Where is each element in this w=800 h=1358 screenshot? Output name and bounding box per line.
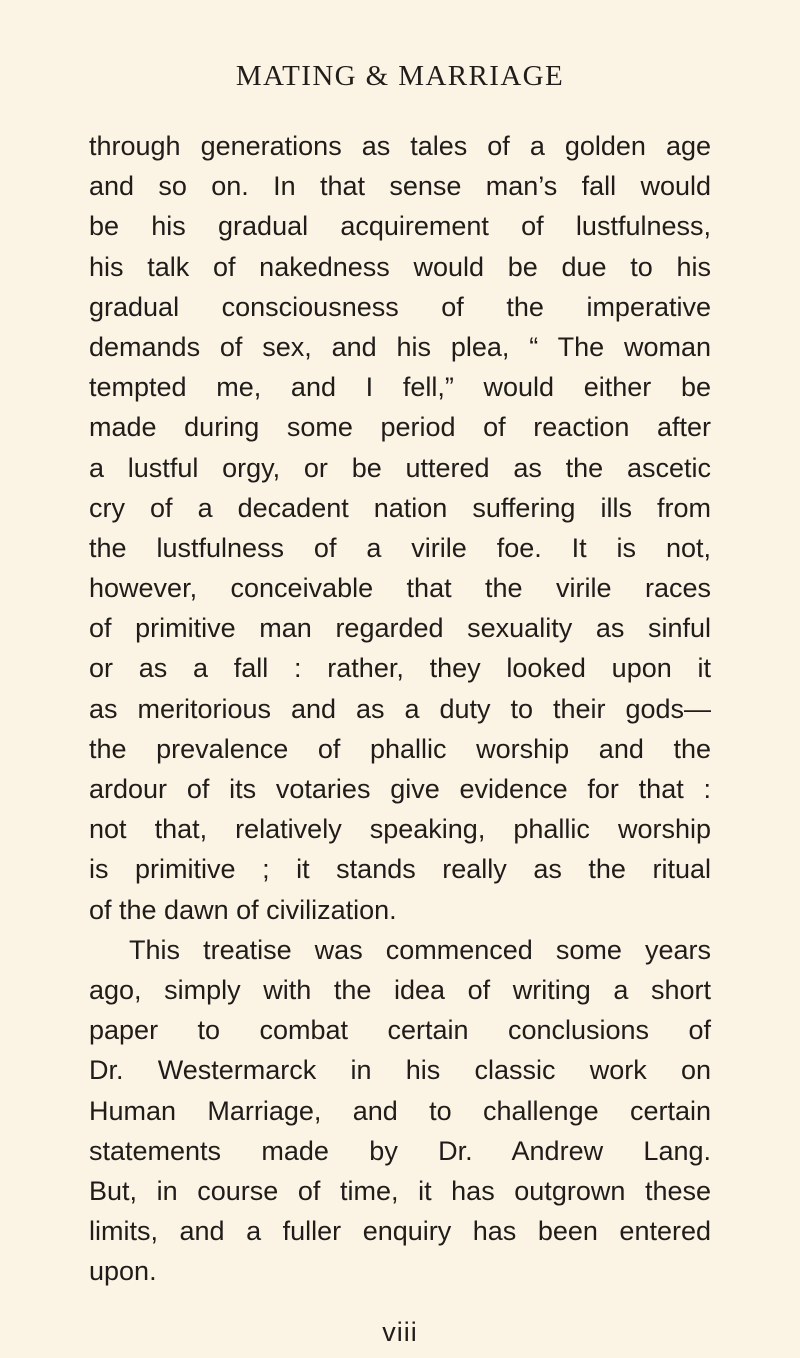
text-line: his talk of nakedness would be due to his	[89, 251, 711, 282]
text-line: the prevalence of phallic worship and the	[89, 733, 711, 764]
text-line: ago, simply with the idea of writing a short	[89, 974, 711, 1005]
text-line: not that, relatively speaking, phallic worship	[89, 814, 711, 845]
paragraph-start-line: This treatise was commenced some years	[129, 934, 711, 965]
text-line: demands of sex, and his plea, “ The woman	[89, 331, 711, 362]
page-number: viii	[382, 1317, 418, 1347]
text-line: ardour of its votaries give evidence for that :	[89, 774, 711, 804]
text-line: be his gradual acquirement of lustfulness,	[89, 211, 711, 242]
running-head-title: MATING & MARRIAGE	[235, 60, 565, 92]
body-text	[89, 126, 711, 1291]
text-line: gradual consciousness of the imperative	[89, 291, 711, 322]
paragraph-end-line: of the dawn of civilization.	[89, 894, 397, 925]
text-line: the lustfulness of a virile foe. It is not,	[89, 532, 711, 563]
text-line: But, in course of time, it has outgrown these	[89, 1175, 711, 1206]
text-line: paper to combat certain conclusions of	[89, 1015, 711, 1046]
text-line: a lustful orgy, or be uttered as the ascetic	[89, 452, 711, 483]
text-line: made during some period of reaction after	[89, 412, 711, 443]
text-line: cry of a decadent nation suffering ills from	[89, 492, 711, 523]
text-line: statements made by Dr. Andrew Lang.	[89, 1135, 711, 1166]
text-line: is primitive ; it stands really as the ritual	[89, 854, 711, 885]
text-line: as meritorious and as a duty to their gods—	[89, 693, 711, 724]
text-line: of primitive man regarded sexuality as sinful	[89, 613, 711, 644]
text-line: however, conceivable that the virile races	[89, 573, 711, 604]
text-line: Dr. Westermarck in his classic work on	[89, 1055, 711, 1086]
text-line: and so on. In that sense man’s fall would	[89, 171, 711, 202]
paragraph-end-line: upon.	[89, 1256, 157, 1287]
text-line: tempted me, and I fell,” would either be	[89, 372, 711, 403]
text-line: limits, and a fuller enquiry has been entered	[89, 1216, 711, 1247]
text-line: through generations as tales of a golden age	[89, 131, 711, 161]
text-line: Human Marriage, and to challenge certain	[89, 1095, 711, 1126]
text-line: or as a fall : rather, they looked upon it	[89, 653, 711, 684]
